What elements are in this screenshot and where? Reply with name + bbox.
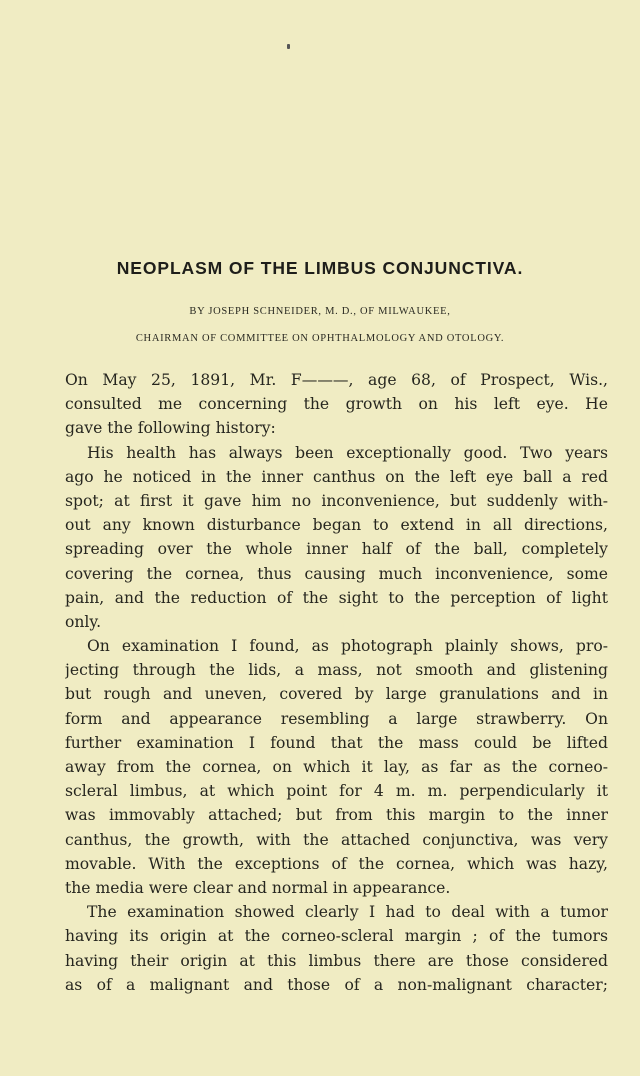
body-line: His health has always been exceptionally good. Two years xyxy=(87,443,608,462)
body-line: was immovably attached; but from this margin to the inner xyxy=(65,806,608,825)
article-title: NEOPLASM OF THE LIMBUS CONJUNCTIVA. xyxy=(116,258,524,278)
body-line: only. xyxy=(65,612,102,631)
body-line: spot; at first it gave him no inconvenience, but suddenly with- xyxy=(65,491,608,510)
body-line: out any known disturbance began to extend in all directions, xyxy=(65,516,608,535)
body-line: canthus, the growth, with the attached conjunctiva, was very xyxy=(65,830,608,849)
body-line: ago he noticed in the inner canthus on the left eye ball a red xyxy=(65,467,608,486)
body-line: jecting through the lids, a mass, not smooth and glistening xyxy=(65,661,608,680)
article-body xyxy=(65,368,608,997)
body-line: On examination I found, as photograph plainly shows, pro- xyxy=(87,637,608,656)
body-line: but rough and uneven, covered by large granulations and in xyxy=(65,685,608,704)
body-line: movable. With the exceptions of the cornea, which was hazy, xyxy=(65,854,608,873)
body-line: The examination showed clearly I had to deal with a tumor xyxy=(87,903,608,922)
body-line: further examination I found that the mass could be lifted xyxy=(65,733,608,752)
body-line: having its origin at the corneo-scleral margin ; of the tumors xyxy=(65,927,608,946)
printer-mark xyxy=(287,44,290,49)
author-affiliation: CHAIRMAN OF COMMITTEE ON OPHTHALMOLOGY AND OTOLOGY. xyxy=(135,333,505,344)
author-byline: BY JOSEPH SCHNEIDER, M. D., OF MILWAUKEE, xyxy=(189,306,451,317)
body-line: spreading over the whole inner half of the ball, completely xyxy=(65,540,608,559)
body-line: consulted me concerning the growth on his left eye. He xyxy=(65,395,608,414)
body-line: away from the cornea, on which it lay, as far as the corneo- xyxy=(65,758,608,776)
body-line: covering the cornea, thus causing much inconvenience, some xyxy=(65,564,608,583)
body-line: form and appearance resembling a large strawberry. On xyxy=(65,709,608,728)
body-line: gave the following history: xyxy=(65,419,276,438)
body-line: the media were clear and normal in appearance. xyxy=(65,878,451,897)
body-line: pain, and the reduction of the sight to the perception of light xyxy=(65,588,608,607)
body-line: having their origin at this limbus there are those considered xyxy=(65,951,608,970)
body-line: scleral limbus, at which point for 4 m. m. perpendicularly it xyxy=(65,782,608,801)
body-line: On May 25, 1891, Mr. F———, age 68, of Prospect, Wis., xyxy=(65,371,608,389)
body-line: as of a malignant and those of a non-malignant character; xyxy=(65,975,608,994)
